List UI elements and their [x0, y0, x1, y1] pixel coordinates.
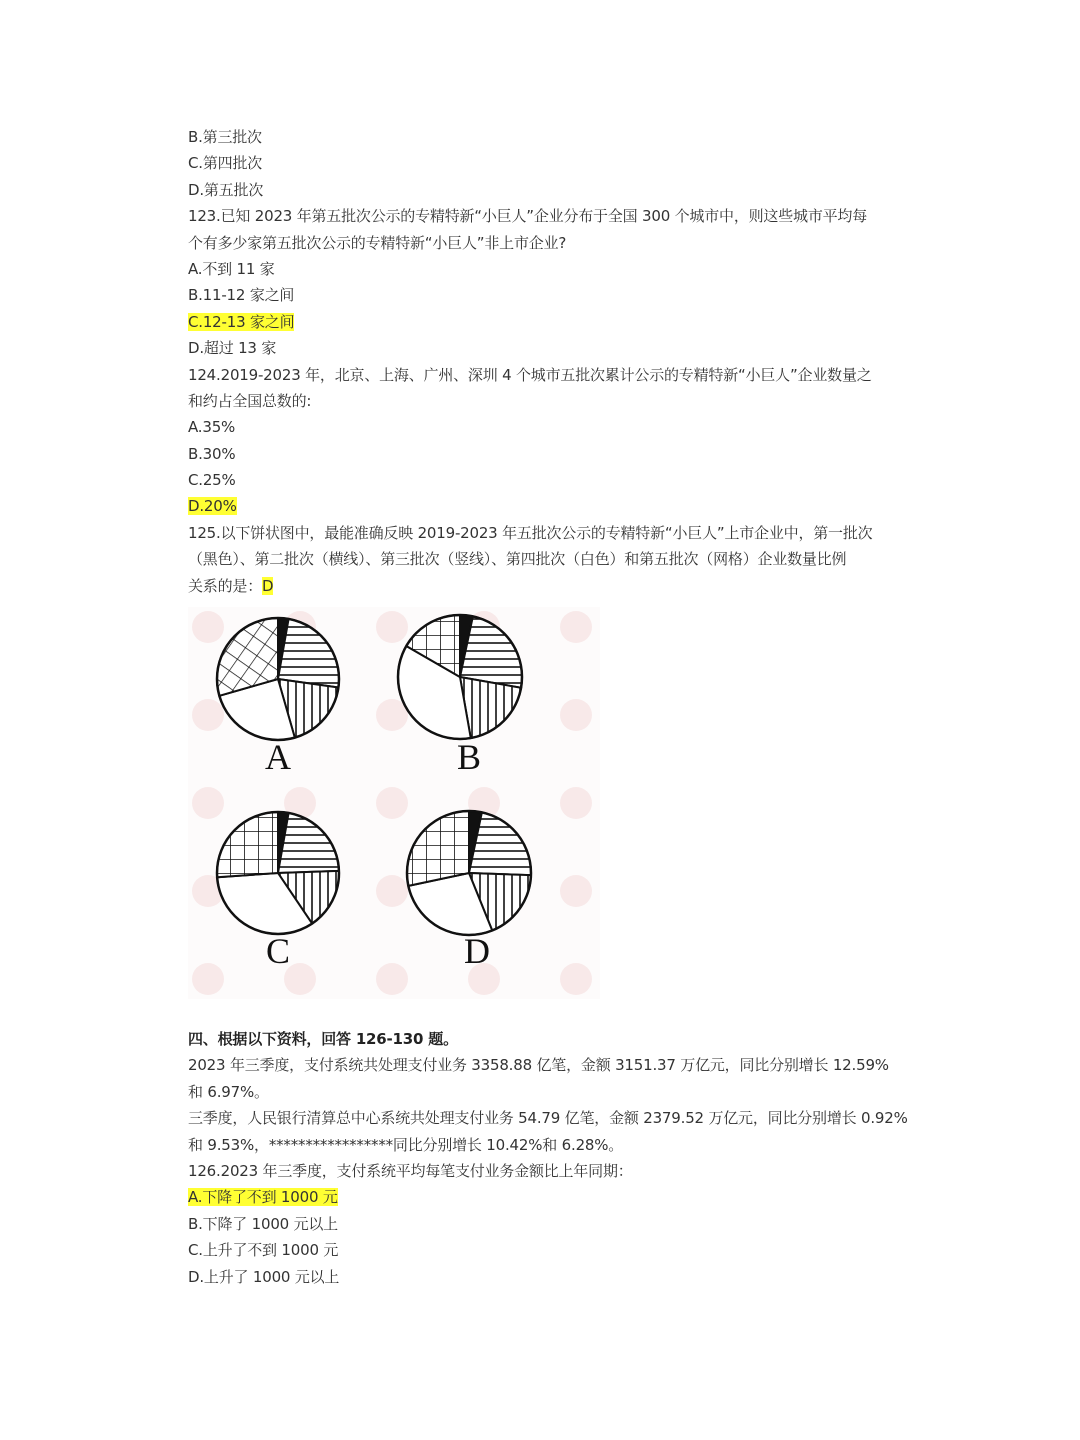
text-line [188, 467, 898, 493]
text-line [188, 150, 898, 176]
line-text: 个有多少家第五批次公示的专精特新“小巨人”非上市企业? [188, 233, 567, 252]
text-line [188, 1132, 898, 1158]
highlighted-answer: A.下降了不到 1000 元 [188, 1188, 338, 1207]
text-line [188, 493, 898, 519]
line-text: 和 9.53%，*****************同比分别增长 10.42%和 6.28%。 [188, 1135, 624, 1154]
pie-charts-svg [188, 607, 600, 999]
line-text: 三季度，人民银行清算总中心系统共处理支付业务 54.79 亿笔，金额 2379.52 万亿元，同比分别增长 0.92% [188, 1109, 908, 1128]
pie-option-a [217, 618, 339, 740]
text-line [188, 282, 898, 308]
text-line [188, 203, 898, 229]
highlighted-answer: C.12-13 家之间 [188, 312, 295, 331]
line-text: D.第五批次 [188, 180, 264, 199]
text-line [188, 177, 898, 203]
line-text: B.第三批次 [188, 128, 262, 146]
line-text: A.35% [188, 418, 236, 437]
text-line [188, 335, 898, 361]
line-text: B.11-12 家之间 [188, 286, 295, 305]
text-line [188, 230, 898, 256]
text-line [188, 1211, 898, 1237]
line-text: B.30% [188, 444, 236, 463]
pie-option-c [217, 812, 339, 934]
pie-option-b [398, 615, 522, 739]
pie-label-a: A [265, 737, 291, 778]
pie-option-d [407, 811, 531, 935]
q125-answer-highlight: D [262, 576, 274, 595]
line-text: C.25% [188, 471, 236, 490]
line-text: 123.已知 2023 年第五批次公示的专精特新“小巨人”企业分布于全国 300 个城市中，则这些城市平均每 [188, 207, 868, 226]
text-line [188, 309, 898, 335]
line-text: 125.以下饼状图中，最能准确反映 2019-2023 年五批次公示的专精特新“小巨人”上市企业中，第一批次 [188, 523, 873, 542]
line-text: D.上升了 1000 元以上 [188, 1267, 340, 1286]
line-text: D.超过 13 家 [188, 339, 277, 358]
question-block-after-figure [188, 1052, 908, 1290]
text-line [188, 1237, 898, 1263]
section-title: 四、根据以下资料，回答 126-130 题。 [188, 1030, 458, 1049]
text-line [188, 1105, 908, 1131]
text-line [188, 256, 898, 282]
line-text: 和 6.97%。 [188, 1082, 269, 1101]
pie-chart-options-figure [188, 607, 600, 999]
text-line [188, 1184, 898, 1210]
text-line [188, 362, 898, 388]
line-text: 124.2019-2023 年，北京、上海、广州、深圳 4 个城市五批次累计公示的专精特新“小巨人”企业数量之 [188, 365, 872, 384]
pie-label-c: C [265, 931, 291, 972]
text-line [188, 124, 898, 150]
line-text: 和约占全国总数的: [188, 391, 312, 410]
line-text: C.第四批次 [188, 154, 263, 173]
text-line [188, 546, 898, 572]
q125-last-line [188, 573, 898, 599]
q125-last-line-text: 关系的是： [188, 576, 263, 595]
text-line [188, 441, 898, 467]
question-block-before-figure [188, 124, 898, 573]
text-line [188, 1264, 898, 1290]
text-line [188, 414, 898, 440]
highlighted-answer: D.20% [188, 497, 237, 516]
line-text: 126.2023 年三季度，支付系统平均每笔支付业务金额比上年同期： [188, 1161, 633, 1180]
line-text: （黑色）、第二批次（横线）、第三批次（竖线）、第四批次（白色）和第五批次（网格）企业数量比例 [188, 550, 847, 569]
line-text: B.下降了 1000 元以上 [188, 1214, 338, 1233]
text-line [188, 388, 898, 414]
pie-label-d: D [464, 931, 490, 972]
text-line [188, 1079, 898, 1105]
document-body [188, 124, 908, 1290]
text-line [188, 1052, 898, 1078]
pie-label-b: B [456, 737, 482, 778]
line-text: C.上升了不到 1000 元 [188, 1241, 339, 1260]
line-text: 2023 年三季度，支付系统共处理支付业务 3358.88 亿笔，金额 3151.37 万亿元，同比分别增长 12.59% [188, 1056, 889, 1075]
text-line [188, 520, 898, 546]
text-line [188, 1158, 898, 1184]
line-text: A.不到 11 家 [188, 259, 275, 278]
